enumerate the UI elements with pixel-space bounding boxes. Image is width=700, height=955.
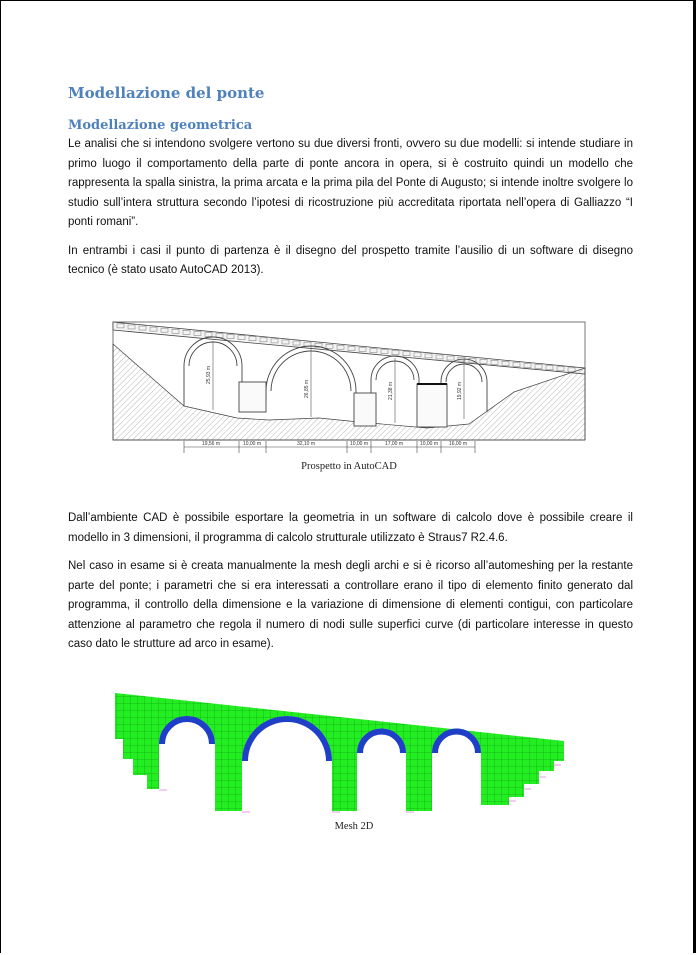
- span-label: 32,10 m: [296, 441, 316, 447]
- height-label: 19,92 m: [457, 381, 463, 400]
- figure-caption-cad: Prospetto in AutoCAD: [301, 461, 397, 472]
- height-label: 26,85 m: [304, 379, 310, 398]
- paragraph-4: Nel caso in esame si è creata manualmente la mesh degli archi e si è ricorso all’automeshing per la restante parte del ponte; i parametri che si era interessati a controllare erano il tipo di elemento finito generato dal programma, il controllo della dimensione e la variazione di dimensione di elementi contigui, con particolare attenzione al parametro che regola il numero di nodi sulle superfici curve (di particolare interesse in questo caso dato le strutture ad arco in esame).: [68, 560, 633, 650]
- mesh-body: [109, 689, 579, 814]
- paragraph-2: In entrambi i casi il punto di partenza è il disegno del prospetto tramite l’ausilio di un software di disegno tecnico (è stato usato AutoCAD 2013).: [68, 244, 633, 276]
- pier-1: [239, 382, 266, 412]
- height-label: 21,38 m: [388, 381, 394, 400]
- span-label: 10,00 m: [349, 441, 369, 447]
- span-labels: [202, 441, 467, 447]
- arch-ring-4: [435, 732, 478, 754]
- span-label: 10,00 m: [419, 441, 439, 447]
- cad-elevation-drawing: [109, 316, 589, 456]
- arch-ring-3: [360, 732, 403, 754]
- subsection-title: Modellazione geometrica: [68, 118, 253, 133]
- section-title: Modellazione del ponte: [68, 84, 265, 102]
- span-label: 16,00 m: [448, 441, 468, 447]
- pier-3: [417, 384, 447, 427]
- figure-caption-mesh: Mesh 2D: [334, 821, 374, 832]
- paragraph-1: Le analisi che si intendono svolgere vertono su due diversi fronti, ovvero su due modelli: si intende studiare in primo luogo il comportamento della parte di ponte ancora in opera, si è costruito quindi un modello che rappresenta la spalla sinistra, la prima arcata e la prima pila del Ponte di Augusto; si intende inoltre svolgere lo studio sull’intera struttura secondo l’ipotesi di ricostruzione più accreditata riportata nell’opera di Galliazzo “I ponti romani”.: [68, 138, 633, 228]
- arch-ring-1: [162, 719, 212, 744]
- mesh-2d-figure: [109, 689, 579, 814]
- height-label: 25,93 m: [206, 365, 212, 384]
- span-label: 17,00 m: [384, 441, 404, 447]
- paragraph-3: Dall’ambiente CAD è possibile esportare la geometria in un software di calcolo dove è possibile creare il modello in 3 dimensioni, il programma di calcolo strutturale utilizzato è Straus7 R2.4.6.: [68, 512, 633, 544]
- content-area-2: [68, 509, 633, 655]
- span-label: 10,00 m: [242, 441, 262, 447]
- content-area: [68, 83, 633, 281]
- span-label: 19,56 m: [201, 441, 221, 447]
- pier-2: [354, 393, 376, 426]
